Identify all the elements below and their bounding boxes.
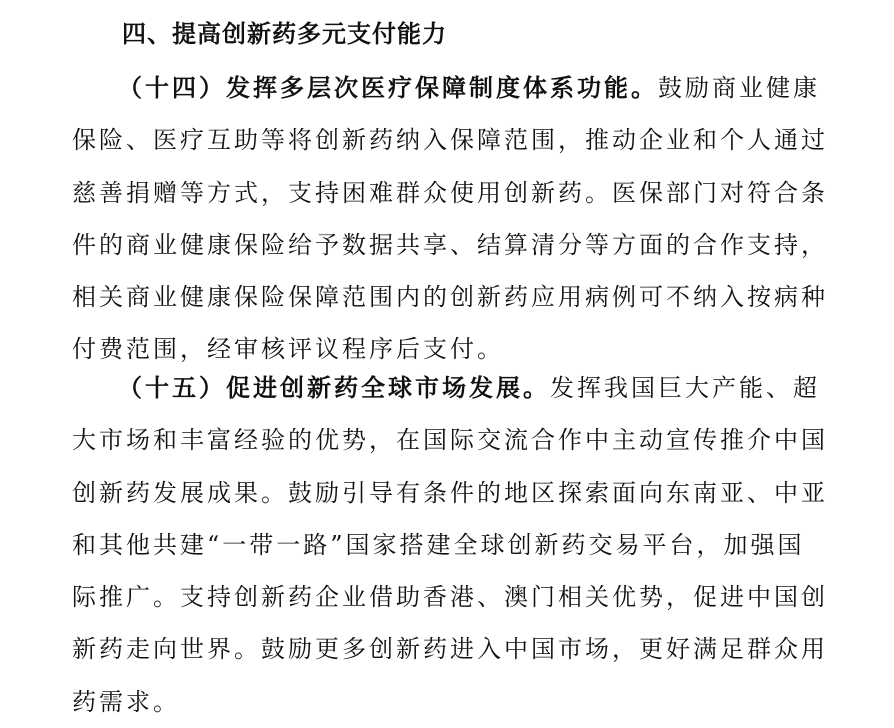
paragraph-line: 保险、医疗互助等将创新药纳入保障范围，推动企业和个人通过 (72, 126, 828, 155)
paragraph-line: 付费范围，经审核评议程序后支付。 (72, 335, 504, 364)
paragraph-line: 大市场和丰富经验的优势，在国际交流合作中主动宣传推介中国 (72, 426, 828, 455)
paragraph-line: 和其他共建“一带一路”国家搭建全球创新药交易平台，加强国 (72, 530, 805, 559)
paragraph-line: 际推广。支持创新药企业借助香港、澳门相关优势，促进中国创 (72, 583, 828, 612)
paragraph-line: 相关商业健康保险保障范围内的创新药应用病例可不纳入按病种 (72, 283, 828, 312)
paragraph-14 (72, 62, 828, 376)
paragraph-line: 慈善捐赠等方式，支持困难群众使用创新药。医保部门对符合条 (72, 178, 828, 207)
paragraph-line (72, 62, 824, 114)
paragraph-line (72, 362, 824, 414)
paragraph-15 (72, 362, 828, 728)
paragraph-line: 药需求。 (72, 687, 180, 716)
section-heading: 四、提高创新药多元支付能力 (122, 20, 447, 48)
paragraph-lead: （十五）促进创新药全球市场发展。 (118, 374, 550, 402)
paragraph-line: 新药走向世界。鼓励更多创新药进入中国市场，更好满足群众用 (72, 635, 828, 664)
paragraph-line: 创新药发展成果。鼓励引导有条件的地区探索面向东南亚、中亚 (72, 478, 828, 507)
paragraph-lead: （十四）发挥多层次医疗保障制度体系功能。 (118, 74, 658, 102)
paragraph-text: 发挥我国巨大产能、超 (550, 374, 820, 402)
paragraph-text: 鼓励商业健康 (658, 74, 820, 102)
paragraph-line: 件的商业健康保险给予数据共享、结算清分等方面的合作支持， (72, 230, 828, 259)
